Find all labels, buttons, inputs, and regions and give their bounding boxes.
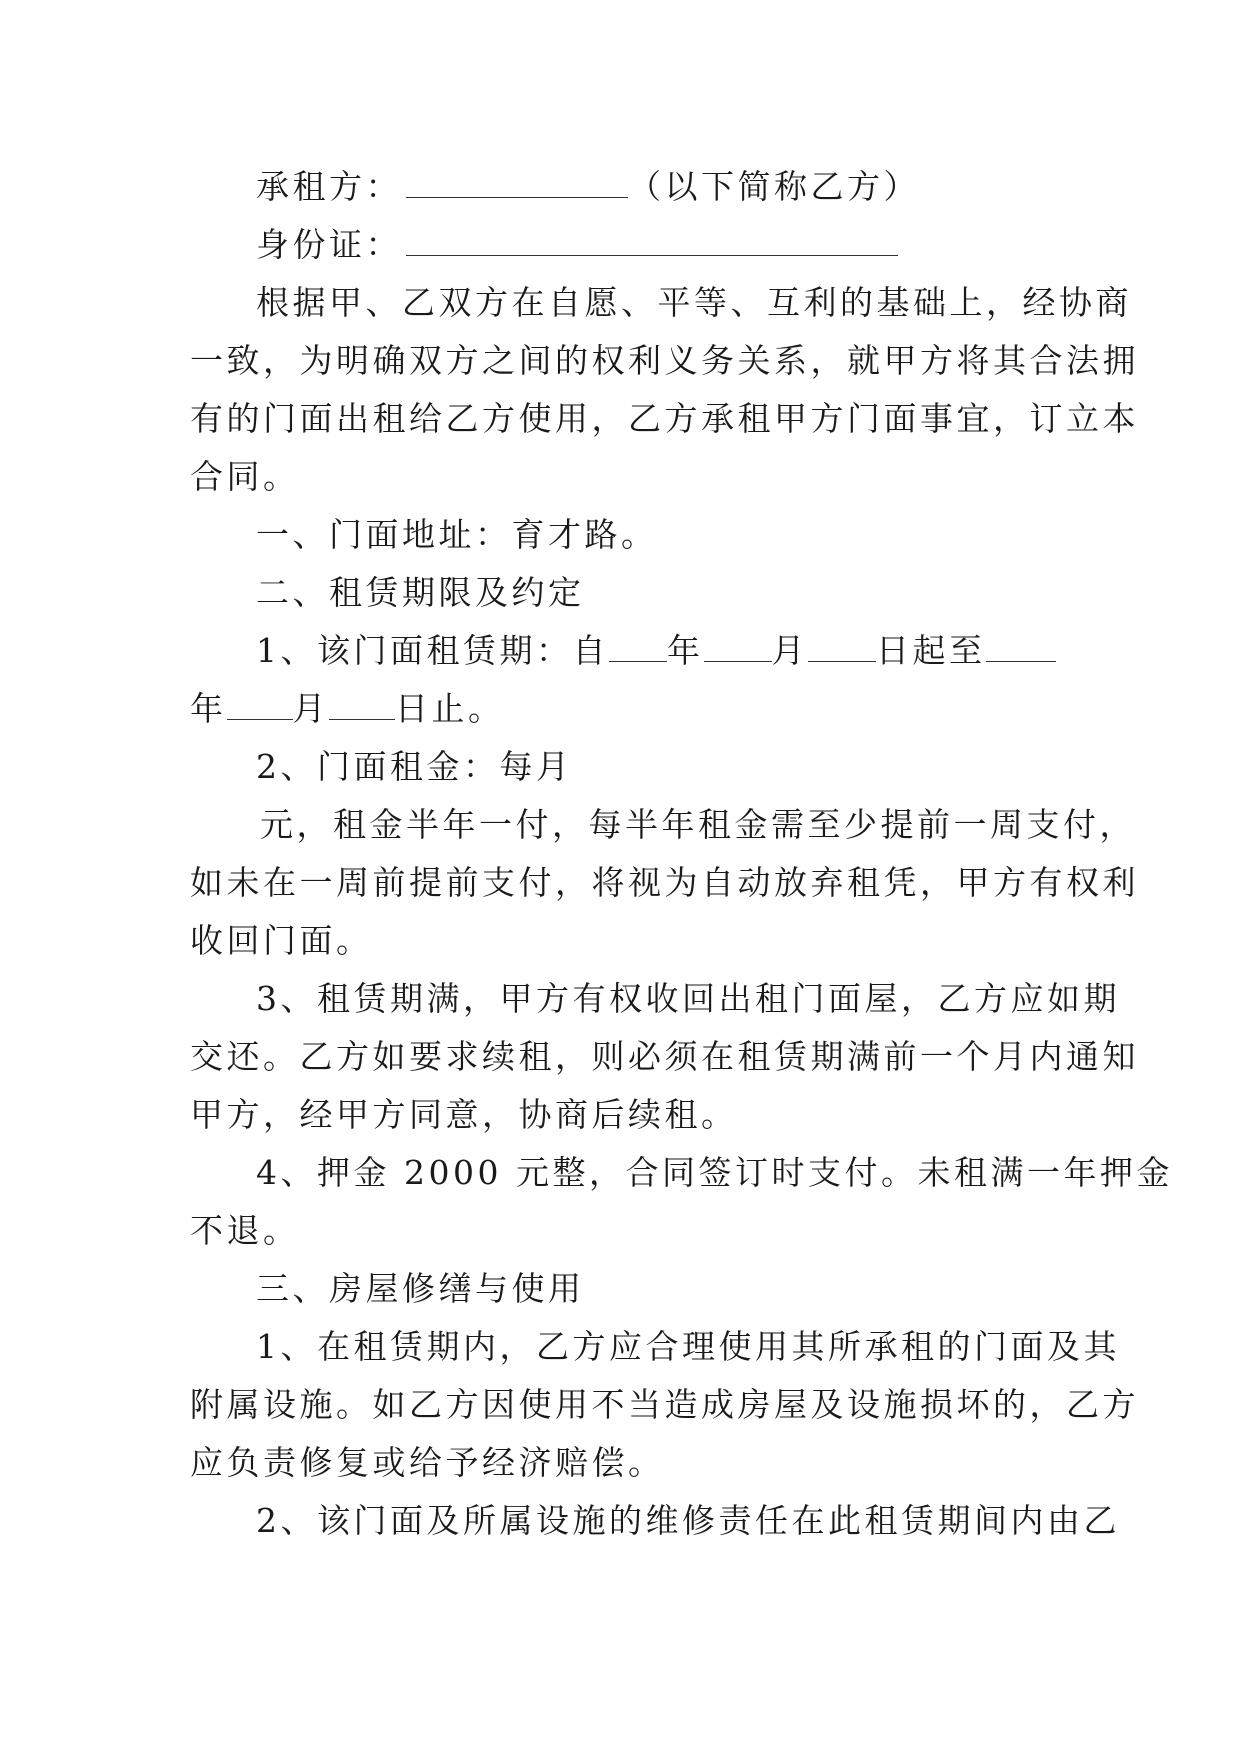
renewal-line-2: 交还。乙方如要求续租，则必须在租赁期满前一个月内通知 bbox=[190, 1037, 1139, 1076]
rent-line-1: 元，租金半年一付，每半年租金需至少提前一周支付， bbox=[260, 805, 1136, 844]
id-label: 身份证： bbox=[256, 225, 402, 264]
start-year-label: 年 bbox=[667, 631, 704, 670]
end-month-label: 月 bbox=[292, 689, 329, 728]
id-line bbox=[190, 216, 1050, 274]
deposit-line-1: 4、押金 2000 元整，合同签订时支付。未租满一年押金 bbox=[256, 1153, 1173, 1192]
maintenance-line-1: 2、该门面及所属设施的维修责任在此租赁期间内由乙 bbox=[256, 1501, 1120, 1540]
intro-line-3: 有的门面出租给乙方使用，乙方承租甲方门面事宜，订立本 bbox=[190, 399, 1139, 438]
lessee-blank bbox=[406, 171, 628, 198]
lessee-suffix: （以下简称乙方） bbox=[628, 167, 920, 206]
start-year-blank bbox=[609, 635, 667, 662]
section-3-title: 三、房屋修缮与使用 bbox=[256, 1269, 585, 1308]
deposit-line-2: 不退。 bbox=[190, 1211, 300, 1250]
end-day-label: 日止。 bbox=[395, 689, 505, 728]
renewal-line-1: 3、租赁期满，甲方有权收回出租门面屋，乙方应如期 bbox=[256, 979, 1120, 1018]
lessee-line bbox=[190, 158, 1050, 216]
section-1-title: 一、门面地址：育才路。 bbox=[256, 515, 658, 554]
intro-line-2: 一致，为明确双方之间的权利义务关系，就甲方将其合法拥 bbox=[190, 341, 1139, 380]
lease-term-line-1 bbox=[190, 622, 1050, 680]
end-year-label: 年 bbox=[190, 689, 227, 728]
lessee-label: 承租方： bbox=[256, 167, 402, 206]
rent-head: 2、门面租金：每月 bbox=[256, 747, 573, 786]
end-month-blank bbox=[227, 693, 293, 720]
rent-line-3: 收回门面。 bbox=[190, 921, 373, 960]
start-month-label: 月 bbox=[771, 631, 808, 670]
start-month-blank bbox=[704, 635, 772, 662]
rent-line-2: 如未在一周前提前支付，将视为自动放弃租凭，甲方有权利 bbox=[190, 863, 1139, 902]
contract-page bbox=[190, 158, 1173, 1550]
id-blank bbox=[406, 229, 898, 256]
repair-line-1: 1、在租赁期内，乙方应合理使用其所承租的门面及其 bbox=[256, 1327, 1120, 1366]
lease-term-start-label: 1、该门面租赁期：自 bbox=[256, 631, 609, 670]
repair-line-3: 应负责修复或给予经济赔偿。 bbox=[190, 1443, 665, 1482]
intro-line-4: 合同。 bbox=[190, 457, 300, 496]
section-2-title: 二、租赁期限及约定 bbox=[256, 573, 585, 612]
lease-term-line-2 bbox=[190, 680, 1050, 738]
end-day-blank bbox=[329, 693, 395, 720]
intro-line-1: 根据甲、乙双方在自愿、平等、互利的基础上，经协商 bbox=[256, 283, 1132, 322]
repair-line-2: 附属设施。如乙方因使用不当造成房屋及设施损坏的，乙方 bbox=[190, 1385, 1139, 1424]
end-year-blank bbox=[986, 635, 1056, 662]
renewal-line-3: 甲方，经甲方同意，协商后续租。 bbox=[190, 1095, 738, 1134]
start-day-blank bbox=[808, 635, 876, 662]
start-day-label: 日起至 bbox=[876, 631, 986, 670]
